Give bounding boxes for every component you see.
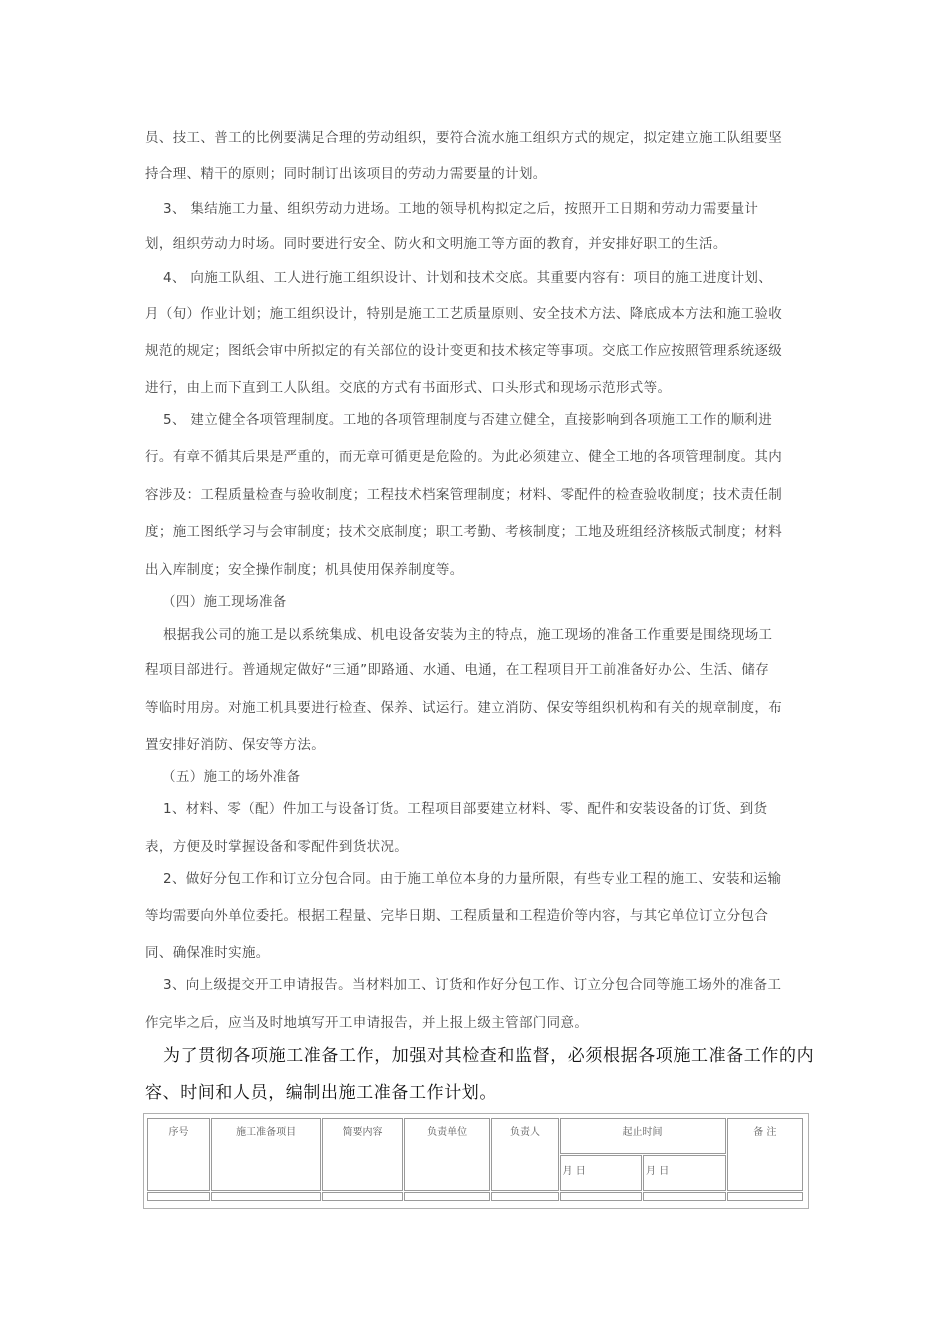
table-cell	[147, 1192, 210, 1201]
paragraph-line: 程项目部进行。普通规定做好“三通”即路通、水通、电通，在工程项目开工前准备好办公、生活、储存	[145, 662, 770, 678]
paragraph-line: 作完毕之后，应当及时地填写开工申请报告，并上报上级主管部门同意。	[145, 1015, 589, 1031]
header-cell-unit: 负责单位	[404, 1118, 491, 1191]
paragraph-line: 3、向上级提交开工申请报告。当材料加工、订货和作好分包工作、订立分包合同等施工场外的准备工	[163, 977, 782, 993]
intro-line: 为了贯彻各项施工准备工作，加强对其检查和监督，必须根据各项施工准备工作的内	[163, 1046, 815, 1066]
paragraph-line: 5、 建立健全各项管理制度。工地的各项管理制度与否建立健全，直接影响到各项施工工作的顺利进	[163, 412, 773, 428]
paragraph-line: 3、 集结施工力量、组织劳动力进场。工地的领导机构拟定之后，按照开工日期和劳动力需要量计	[163, 201, 759, 217]
paragraph-line: 表，方便及时掌握设备和零配件到货状况。	[145, 839, 409, 855]
paragraph-line: 1、材料、零（配）件加工与设备订货。工程项目部要建立材料、零、配件和安装设备的订货、到货	[163, 801, 768, 817]
header-cell-item: 施工准备项目	[211, 1118, 321, 1191]
paragraph-line: 行。有章不循其后果是严重的，而无章可循更是危险的。为此必须建立、健全工地的各项管理制度。其内	[145, 449, 783, 465]
paragraph-line: 置安排好消防、保安等方法。	[145, 737, 326, 753]
paragraph-line: 容涉及：工程质量检查与验收制度；工程技术档案管理制度；材料、零配件的检查验收制度；技术责任制	[145, 487, 783, 503]
paragraph-line: 根据我公司的施工是以系统集成、机电设备安装为主的特点，施工现场的准备工作重要是围绕现场工	[163, 627, 773, 643]
table-cell	[727, 1192, 803, 1201]
paragraph-line: 度；施工图纸学习与会审制度；技术交底制度；职工考勤、考核制度；工地及班组经济核版式制度；材料	[145, 524, 783, 540]
header-cell-notes: 备 注	[727, 1118, 803, 1191]
section-heading: （四）施工现场准备	[162, 594, 287, 610]
table-cell	[643, 1192, 726, 1201]
paragraph-line: 等临时用房。对施工机具要进行检查、保养、试运行。建立消防、保安等组织机构和有关的规章制度，布	[145, 700, 783, 716]
preparation-plan-table	[143, 1113, 809, 1209]
table-row	[147, 1192, 803, 1201]
paragraph-line: 月（旬）作业计划；施工组织设计，特别是施工工艺质量原则、安全技术方法、降底成本方法和施工验收	[145, 306, 783, 322]
subheader-cell-end: 月 日	[643, 1155, 726, 1191]
header-cell-person: 负责人	[491, 1118, 558, 1191]
paragraph-line: 持合理、精干的原则；同时制订出该项目的劳动力需要量的计划。	[145, 166, 547, 182]
table-header-row	[147, 1118, 803, 1154]
table-cell	[404, 1192, 491, 1201]
header-cell-content: 简要内容	[322, 1118, 402, 1191]
table-cell	[560, 1192, 643, 1201]
header-cell-index: 序号	[147, 1118, 210, 1191]
paragraph-line: 员、技工、普工的比例要满足合理的劳动组织，要符合流水施工组织方式的规定，拟定建立施工队组要坚	[145, 130, 783, 146]
table-cell	[322, 1192, 402, 1201]
subheader-cell-start: 月 日	[560, 1155, 643, 1191]
paragraph-line: 出入库制度；安全操作制度；机具使用保养制度等。	[145, 562, 464, 578]
paragraph-line: 进行，由上而下直到工人队组。交底的方式有书面形式、口头形式和现场示范形式等。	[145, 380, 672, 396]
header-cell-period: 起止时间	[560, 1118, 726, 1154]
paragraph-line: 规范的规定；图纸会审中所拟定的有关部位的设计变更和技术核定等事项。交底工作应按照管理系统逐级	[145, 343, 783, 359]
paragraph-line: 2、做好分包工作和订立分包合同。由于施工单位本身的力量所限，有些专业工程的施工、安装和运输	[163, 871, 782, 887]
intro-line: 容、时间和人员，编制出施工准备工作计划。	[145, 1083, 497, 1103]
table-cell	[211, 1192, 321, 1201]
paragraph-line: 划，组织劳动力时场。同时要进行安全、防火和文明施工等方面的教育，并安排好职工的生活。	[145, 236, 727, 252]
section-heading: （五）施工的场外准备	[162, 769, 301, 785]
paragraph-line: 同、确保准时实施。	[145, 945, 270, 961]
paragraph-line: 4、 向施工队组、工人进行施工组织设计、计划和技术交底。其重要内容有：项目的施工进度计划、	[163, 270, 773, 286]
table-cell	[491, 1192, 558, 1201]
paragraph-line: 等均需要向外单位委托。根据工程量、完毕日期、工程质量和工程造价等内容，与其它单位订立分包合	[145, 908, 769, 924]
plan-table-grid	[146, 1117, 804, 1202]
